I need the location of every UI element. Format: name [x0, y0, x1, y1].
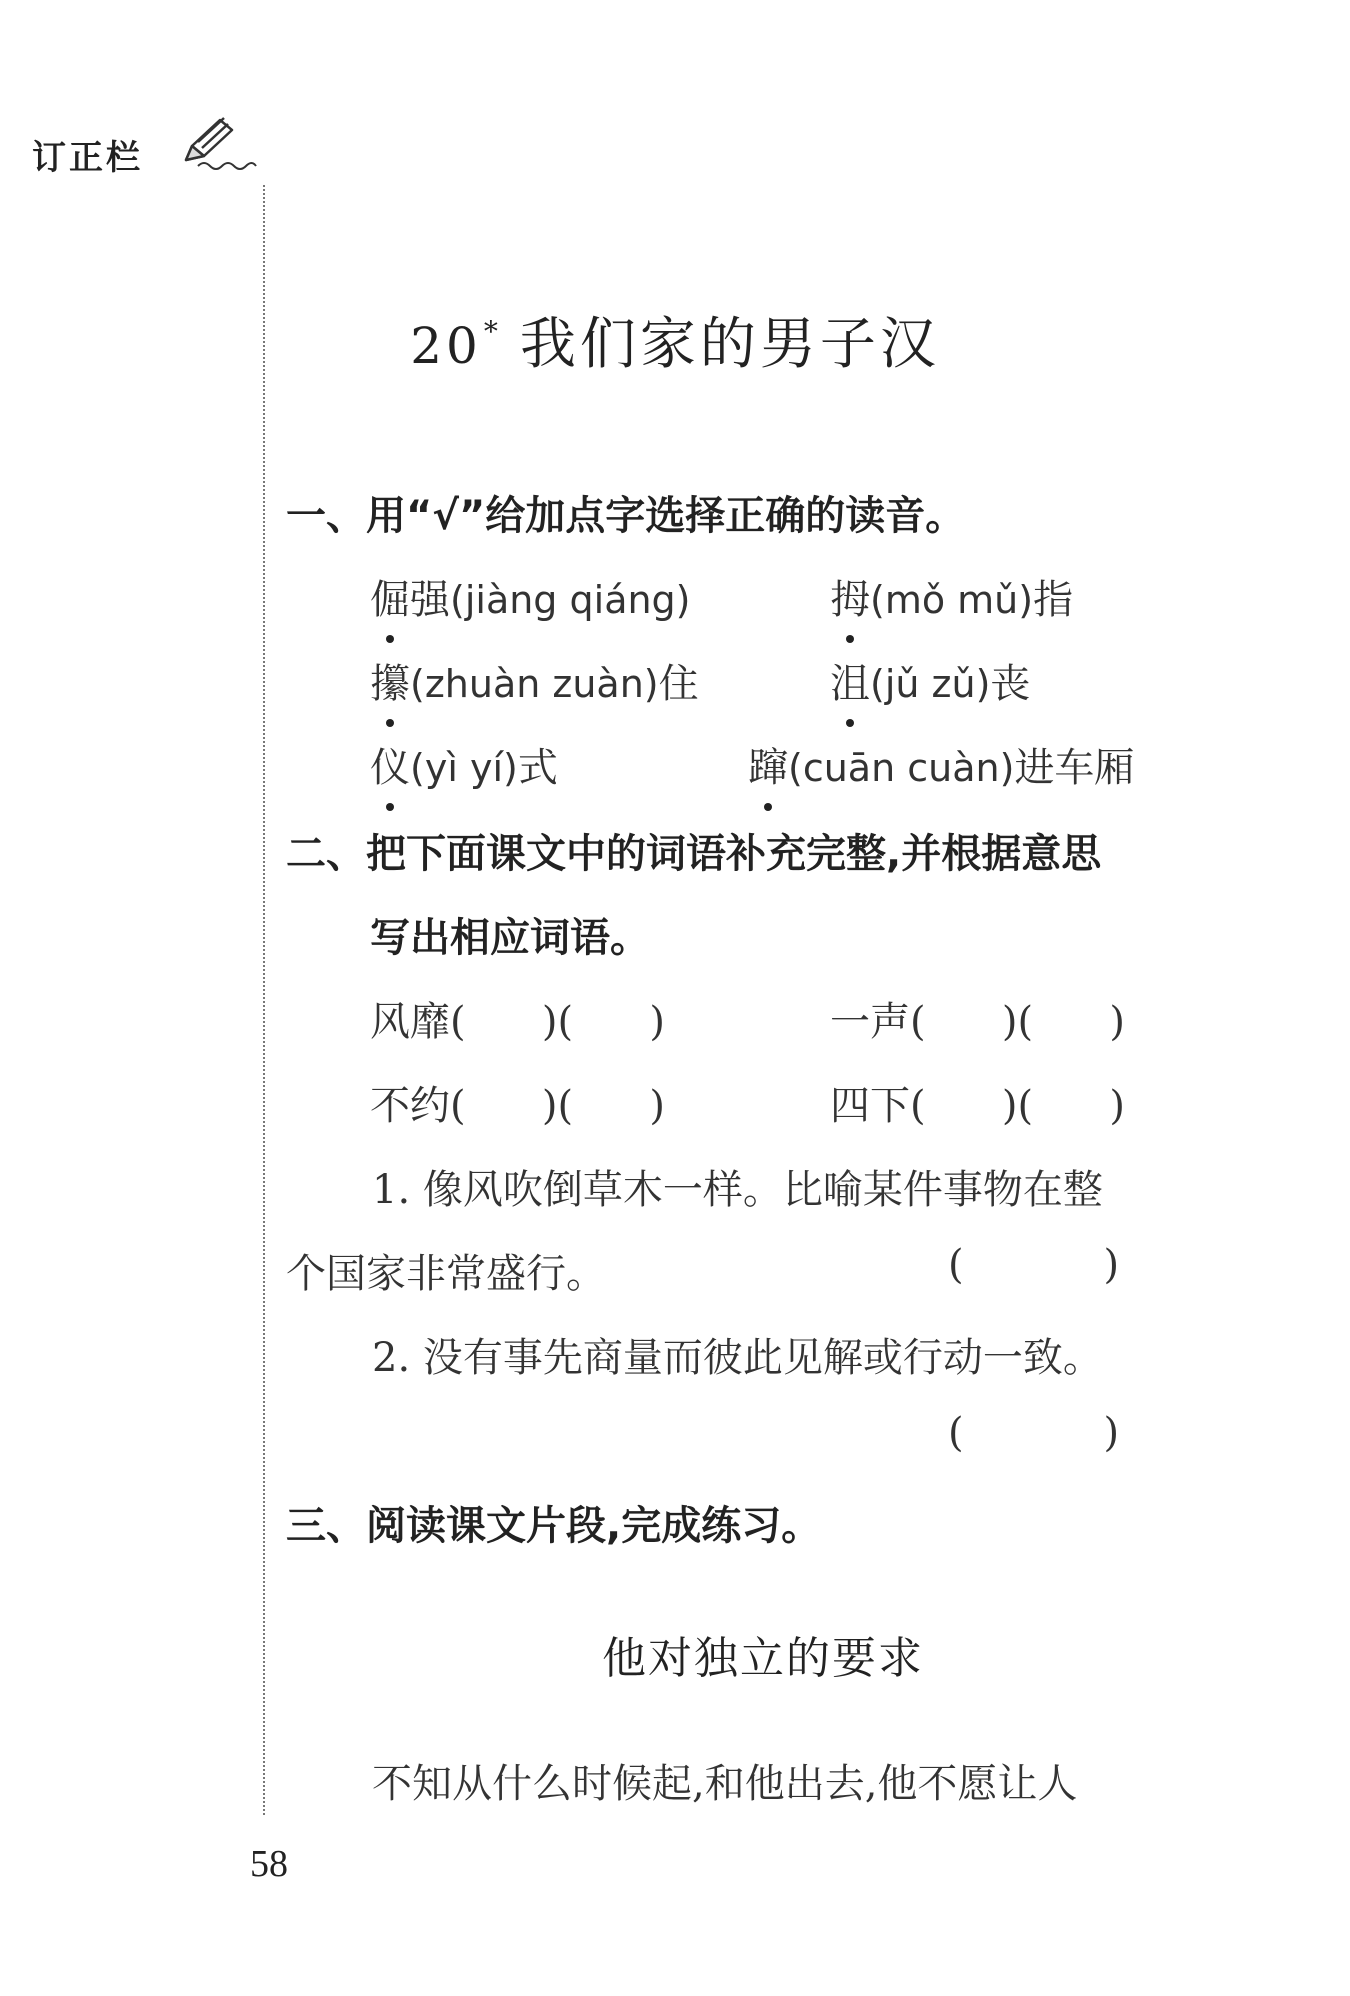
fill-word-2 [830, 990, 1125, 1047]
answer-blank-2[interactable]: ( ) [948, 1410, 1120, 1456]
lesson-number: 20 [410, 317, 482, 375]
word-stem: 四下 [830, 1083, 910, 1129]
lesson-mark: * [483, 315, 502, 348]
answer-blank[interactable]: ( )( ) [910, 1083, 1125, 1129]
pinyin-options: (jiàng qiáng) [450, 578, 691, 622]
fill-word-3 [370, 1074, 665, 1131]
section1-heading: 一、用“√”给加点字选择正确的读音。 [286, 493, 966, 539]
lesson-title-text: 我们家的男子汉 [519, 312, 940, 377]
passage-title: 他对独立的要求 [602, 1633, 924, 1684]
definition-2-line1: 2. 没有事先商量而彼此见解或行动一致。 [372, 1335, 1103, 1381]
pinyin-options: (yì yí) [410, 746, 518, 790]
char: 式 [517, 745, 558, 791]
dotted-char: 沮 [830, 652, 870, 709]
fill-word-1 [370, 990, 665, 1047]
word-stem: 一声 [830, 999, 910, 1045]
passage-line-1: 不知从什么时候起,和他出去,他不愿让人 [372, 1761, 1078, 1807]
page-number: 58 [250, 1843, 288, 1885]
correction-column-title: 订正栏 [32, 138, 143, 178]
answer-blank[interactable]: ( )( ) [910, 999, 1125, 1045]
char: 指 [1033, 577, 1074, 623]
pinyin-row-1-a [370, 568, 691, 625]
pinyin-options: (cuān cuàn) [788, 746, 1015, 790]
section2-heading-line1: 二、把下面课文中的词语补充完整,并根据意思 [286, 831, 1102, 877]
section3-heading: 三、阅读课文片段,完成练习。 [286, 1503, 822, 1549]
answer-blank[interactable]: ( )( ) [450, 999, 665, 1045]
pinyin-row-2-b [830, 652, 1030, 709]
char: 住 [658, 661, 699, 707]
answer-blank-1[interactable]: ( ) [948, 1242, 1120, 1288]
char: 丧 [990, 661, 1031, 707]
pinyin-row-3-b [748, 736, 1134, 793]
pinyin-options: (zhuàn zuàn) [410, 662, 659, 706]
margin-divider [263, 185, 265, 1815]
pinyin-row-2-a [370, 652, 699, 709]
pinyin-row-1-b [830, 568, 1073, 625]
pinyin-row-3-a [370, 736, 558, 793]
definition-1-line2: 个国家非常盛行。 [286, 1251, 606, 1297]
definition-1-line1: 1. 像风吹倒草木一样。比喻某件事物在整 [372, 1167, 1103, 1213]
dotted-char: 拇 [830, 568, 870, 625]
dotted-char: 攥 [370, 652, 410, 709]
lesson-title [0, 300, 1350, 380]
dotted-char: 倔 [370, 568, 410, 625]
pinyin-options: (jǔ zǔ) [870, 662, 991, 706]
section2-heading-line2: 写出相应词语。 [370, 915, 650, 961]
char: 进车厢 [1014, 745, 1135, 791]
pencil-icon [178, 112, 258, 172]
dotted-char: 蹿 [748, 736, 788, 793]
word-stem: 不约 [370, 1083, 450, 1129]
fill-word-4 [830, 1074, 1125, 1131]
pinyin-options: (mǒ mǔ) [870, 578, 1034, 622]
answer-blank[interactable]: ( )( ) [450, 1083, 665, 1129]
dotted-char: 仪 [370, 736, 410, 793]
char: 强 [410, 577, 450, 623]
word-stem: 风靡 [370, 999, 450, 1045]
